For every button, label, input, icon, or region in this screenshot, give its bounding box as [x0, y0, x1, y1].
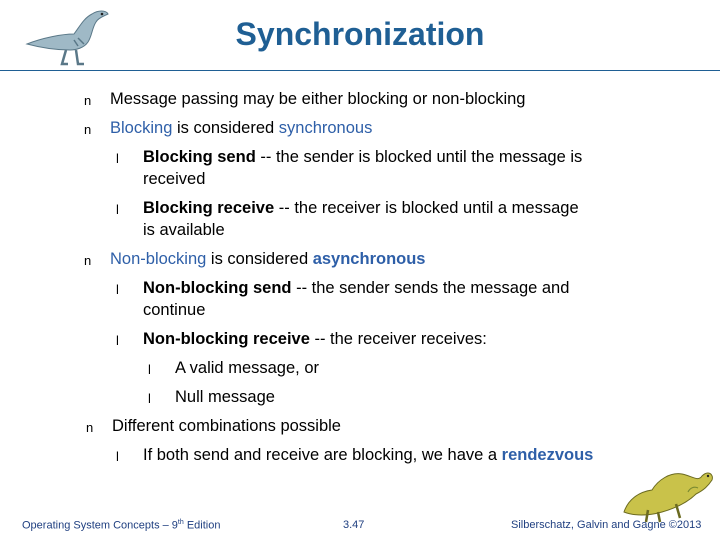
- footer-page-number: 3.47: [343, 519, 365, 531]
- bullet-message-passing: Message passing may be either blocking or non-blocking: [110, 90, 526, 108]
- bullet-blocking-sync: Blocking is considered synchronous: [110, 119, 373, 137]
- subbullet-nonblocking-receive: Non-blocking receive -- the receiver receives:: [143, 330, 487, 348]
- dinosaur-bottom-icon: [618, 462, 718, 524]
- subsubbullet-null-message: Null message: [175, 388, 275, 406]
- subsubbullet-marker: l: [148, 391, 151, 406]
- bullet-marker: n: [84, 122, 92, 137]
- subbullet-nonblocking-send-cont: continue: [143, 301, 206, 319]
- page-title: Synchronization: [235, 16, 485, 52]
- subbullet-blocking-send: Blocking send -- the sender is blocked until the message is: [143, 148, 583, 166]
- subbullet-marker: l: [116, 333, 119, 348]
- subbullet-rendezvous: If both send and receive are blocking, we have a rendezvous: [143, 446, 594, 464]
- bullet-combinations: Different combinations possible: [112, 417, 341, 435]
- bullet-marker: n: [84, 253, 92, 268]
- subbullet-marker: l: [116, 202, 119, 217]
- subbullet-marker: l: [116, 282, 119, 297]
- subbullet-marker: l: [116, 151, 119, 166]
- footer-left: Operating System Concepts – 9th Edition: [22, 519, 221, 532]
- term-blocking: Blocking: [110, 119, 173, 137]
- term-rendezvous: rendezvous: [501, 446, 594, 464]
- term-nonblocking: Non-blocking: [110, 250, 207, 268]
- subsubbullet-valid-message: A valid message, or: [175, 359, 319, 377]
- subbullet-blocking-receive-cont: is available: [143, 221, 225, 239]
- term-asynchronous: asynchronous: [312, 250, 426, 268]
- bullet-marker: n: [86, 420, 94, 435]
- term-synchronous: synchronous: [278, 119, 373, 137]
- footer-right: Silberschatz, Galvin and Gagne ©2013: [511, 519, 702, 531]
- title-divider: [0, 70, 720, 71]
- subbullet-blocking-receive: Blocking receive -- the receiver is blocked until a message: [143, 199, 579, 217]
- bullet-nonblocking-async: Non-blocking is considered asynchronous: [110, 250, 426, 268]
- subbullet-nonblocking-send: Non-blocking send -- the sender sends the message and: [143, 279, 570, 297]
- subbullet-blocking-send-cont: received: [143, 170, 206, 188]
- bullet-marker: n: [84, 93, 92, 108]
- subsubbullet-marker: l: [148, 362, 151, 377]
- subbullet-marker: l: [116, 449, 119, 464]
